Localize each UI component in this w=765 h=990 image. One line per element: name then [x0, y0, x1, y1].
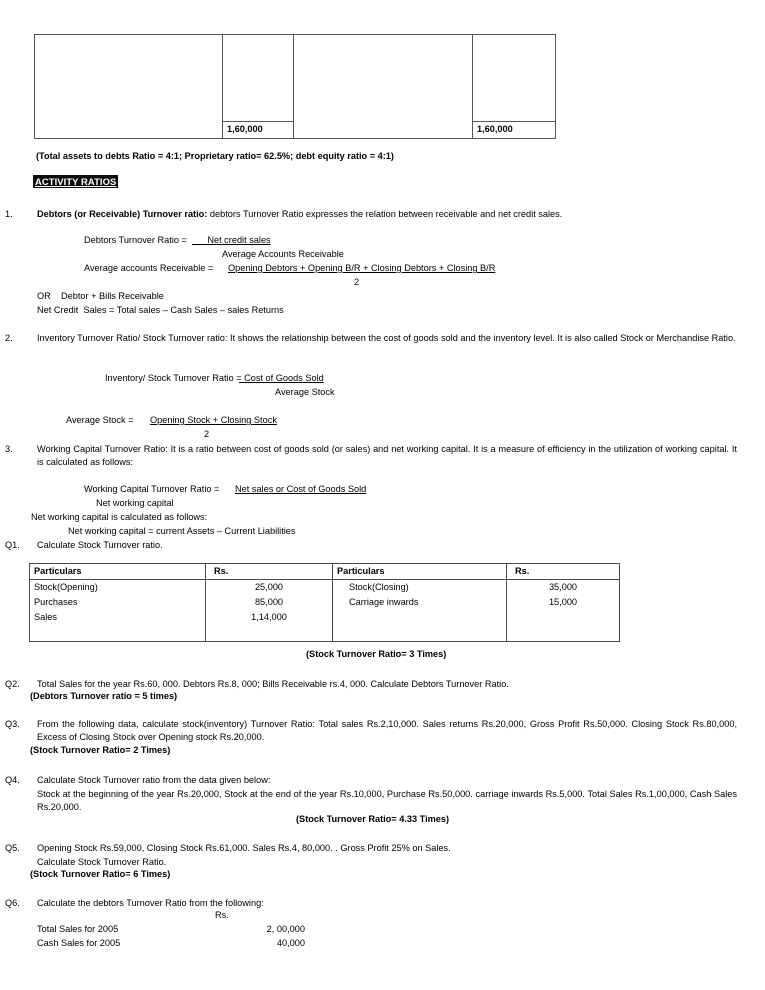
q4-answer: (Stock Turnover Ratio= 4.33 Times) — [296, 814, 450, 824]
formula-3-numerator: Cost of Goods Sold — [244, 373, 324, 383]
question-q1-text: Calculate Stock Turnover ratio. — [37, 540, 163, 550]
q3-answer: (Stock Turnover Ratio= 2 Times) — [30, 745, 171, 755]
q1-answer: (Stock Turnover Ratio= 3 Times) — [306, 649, 447, 659]
list-item-2-text: Inventory Turnover Ratio/ Stock Turnover ratio: It shows the relationship between the cost of goods sold and the inventory level. It is also called Stock or Merchandise Ratio. — [37, 333, 736, 343]
formula-2-label: Average accounts Receivable = — [84, 263, 214, 273]
formula-1-numerator: Net credit sales — [207, 235, 271, 245]
q5-answer: (Stock Turnover Ratio= 6 Times) — [30, 869, 171, 879]
question-q2-text: Total Sales for the year Rs.60, 000. Debtors Rs.8, 000; Bills Receivable rs.4, 000. Calculate Debtors Turnover Ratio. — [37, 679, 509, 689]
q6-row-value: 2, 00,000 — [266, 924, 305, 934]
formula-1-denominator: Average Accounts Receivable — [222, 249, 344, 259]
question-number-q1: Q1. — [5, 540, 20, 550]
list-item-1-title: Debtors (or Receivable) Turnover ratio: — [37, 209, 208, 219]
balance-sheet-continuation-table — [34, 34, 556, 139]
list-item-1-body: debtors Turnover Ratio expresses the relation between receivable and net credit sales. — [207, 209, 563, 219]
formula-5-label: Working Capital Turnover Ratio = — [84, 484, 220, 494]
th-particulars-right: Particulars — [333, 564, 507, 580]
table-cell-amount-left — [223, 35, 294, 139]
cell-amount — [507, 610, 620, 625]
cell-particular — [333, 610, 507, 625]
cell-amount: 35,000 — [507, 580, 620, 596]
formula-2-denominator: 2 — [354, 277, 360, 287]
list-number-1: 1. — [5, 209, 13, 219]
question-q4-line-2: Stock at the beginning of the year Rs.20,000, Stock at the end of the year Rs.10,000, Purchase Rs.50,000. carriage inwards Rs.5,000. Total Sales Rs.1,00,000, Cash Sales Rs.20,000. — [37, 789, 737, 813]
cell-amount: 15,000 — [507, 595, 620, 610]
formula-5-numerator: Net sales or Cost of Goods Sold — [235, 484, 367, 494]
formula-1-label: Debtors Turnover Ratio = — [84, 235, 187, 245]
formula-4-numerator: Opening Stock + Closing Stock — [150, 415, 277, 425]
cell-amount: 1,14,000 — [206, 610, 333, 625]
q6-row-value: 40,000 — [276, 938, 305, 948]
section-heading-activity-ratios: ACTIVITY RATIOS — [35, 176, 117, 187]
th-rs-left: Rs. — [206, 564, 333, 580]
question-q3-text: From the following data, calculate stock(inventory) Turnover Ratio: Total sales Rs.2,10,000. Sales returns Rs.20,000, Gross Profit Rs.50,000. Closing Stock Rs.80,000, Excess of Closing Stock over Opening stock Rs.20,000. — [37, 719, 737, 743]
q2-answer: (Debtors Turnover ratio = 5 times) — [30, 691, 178, 701]
question-q6-text: Calculate the debtors Turnover Ratio from the following: — [37, 898, 264, 908]
table-row — [30, 580, 620, 596]
net-working-capital-note: Net working capital is calculated as follows: — [31, 512, 208, 522]
formula-4-label: Average Stock = — [66, 415, 134, 425]
cell-amount: 25,000 — [206, 580, 333, 596]
table-cell-blank-particulars-2 — [294, 35, 473, 139]
formula-2-numerator: Opening Debtors + Opening B/R + Closing Debtors + Closing B/R — [228, 263, 496, 273]
question-q4-line-1: Calculate Stock Turnover ratio from the data given below: — [37, 775, 271, 785]
spacer-cell — [30, 625, 206, 642]
total-left-value: 1,60,000 — [223, 121, 293, 138]
cell-particular: Sales — [30, 610, 206, 625]
question-number-q6: Q6. — [5, 898, 20, 908]
spacer-cell — [206, 625, 333, 642]
cell-particular: Stock(Opening) — [30, 580, 206, 596]
table-cell-blank-particulars — [35, 35, 223, 139]
cell-particular: Carriage inwards — [333, 595, 507, 610]
q6-unit-header: Rs. — [215, 910, 229, 920]
th-rs-right: Rs. — [507, 564, 620, 580]
or-debtor-bills-line: OR Debtor + Bills Receivable — [37, 291, 164, 301]
formula-3-denominator: Average Stock — [275, 387, 335, 397]
list-item-1-text — [37, 208, 737, 221]
table-spacer-row — [30, 625, 620, 642]
list-item-3-text: Working Capital Turnover Ratio: It is a ratio between cost of goods sold (or sales) and net working capital. It is a measure of efficiency in the utilization of working capital. It is calculated as follows: — [37, 444, 737, 468]
total-right-value: 1,60,000 — [473, 121, 555, 138]
table-row — [30, 610, 620, 625]
q6-row-label: Total Sales for 2005 — [37, 924, 119, 934]
cell-amount: 85,000 — [206, 595, 333, 610]
question-number-q4: Q4. — [5, 775, 20, 785]
q1-data-table — [29, 563, 620, 642]
spacer-cell — [333, 625, 507, 642]
list-number-3: 3. — [5, 444, 13, 454]
cell-particular: Stock(Closing) — [333, 580, 507, 596]
formula-4-denominator: 2 — [204, 429, 210, 439]
table-row — [30, 595, 620, 610]
cell-particular: Purchases — [30, 595, 206, 610]
table-cell-amount-right — [473, 35, 556, 139]
spacer-cell — [507, 625, 620, 642]
question-number-q2: Q2. — [5, 679, 20, 689]
formula-3-label: Inventory/ Stock Turnover Ratio = — [105, 373, 242, 383]
formula-5-denominator: Net working capital — [96, 498, 174, 508]
question-number-q3: Q3. — [5, 719, 20, 729]
question-q5-line-2: Calculate Stock Turnover Ratio. — [37, 857, 167, 867]
ratio-summary-note: (Total assets to debts Ratio = 4:1; Proprietary ratio= 62.5%; debt equity ratio = 4:1) — [36, 151, 394, 161]
question-number-q5: Q5. — [5, 843, 20, 853]
q6-row-label: Cash Sales for 2005 — [37, 938, 121, 948]
th-particulars-left: Particulars — [30, 564, 206, 580]
list-number-2: 2. — [5, 333, 13, 343]
net-working-capital-formula: Net working capital = current Assets – Current Liabilities — [68, 526, 296, 536]
table-header-row — [30, 564, 620, 580]
question-q5-line-1: Opening Stock Rs.59,000, Closing Stock Rs.61,000. Sales Rs.4, 80,000. . Gross Profit 25% on Sales. — [37, 843, 451, 853]
net-credit-sales-line: Net Credit Sales = Total sales – Cash Sales – sales Returns — [37, 305, 284, 315]
